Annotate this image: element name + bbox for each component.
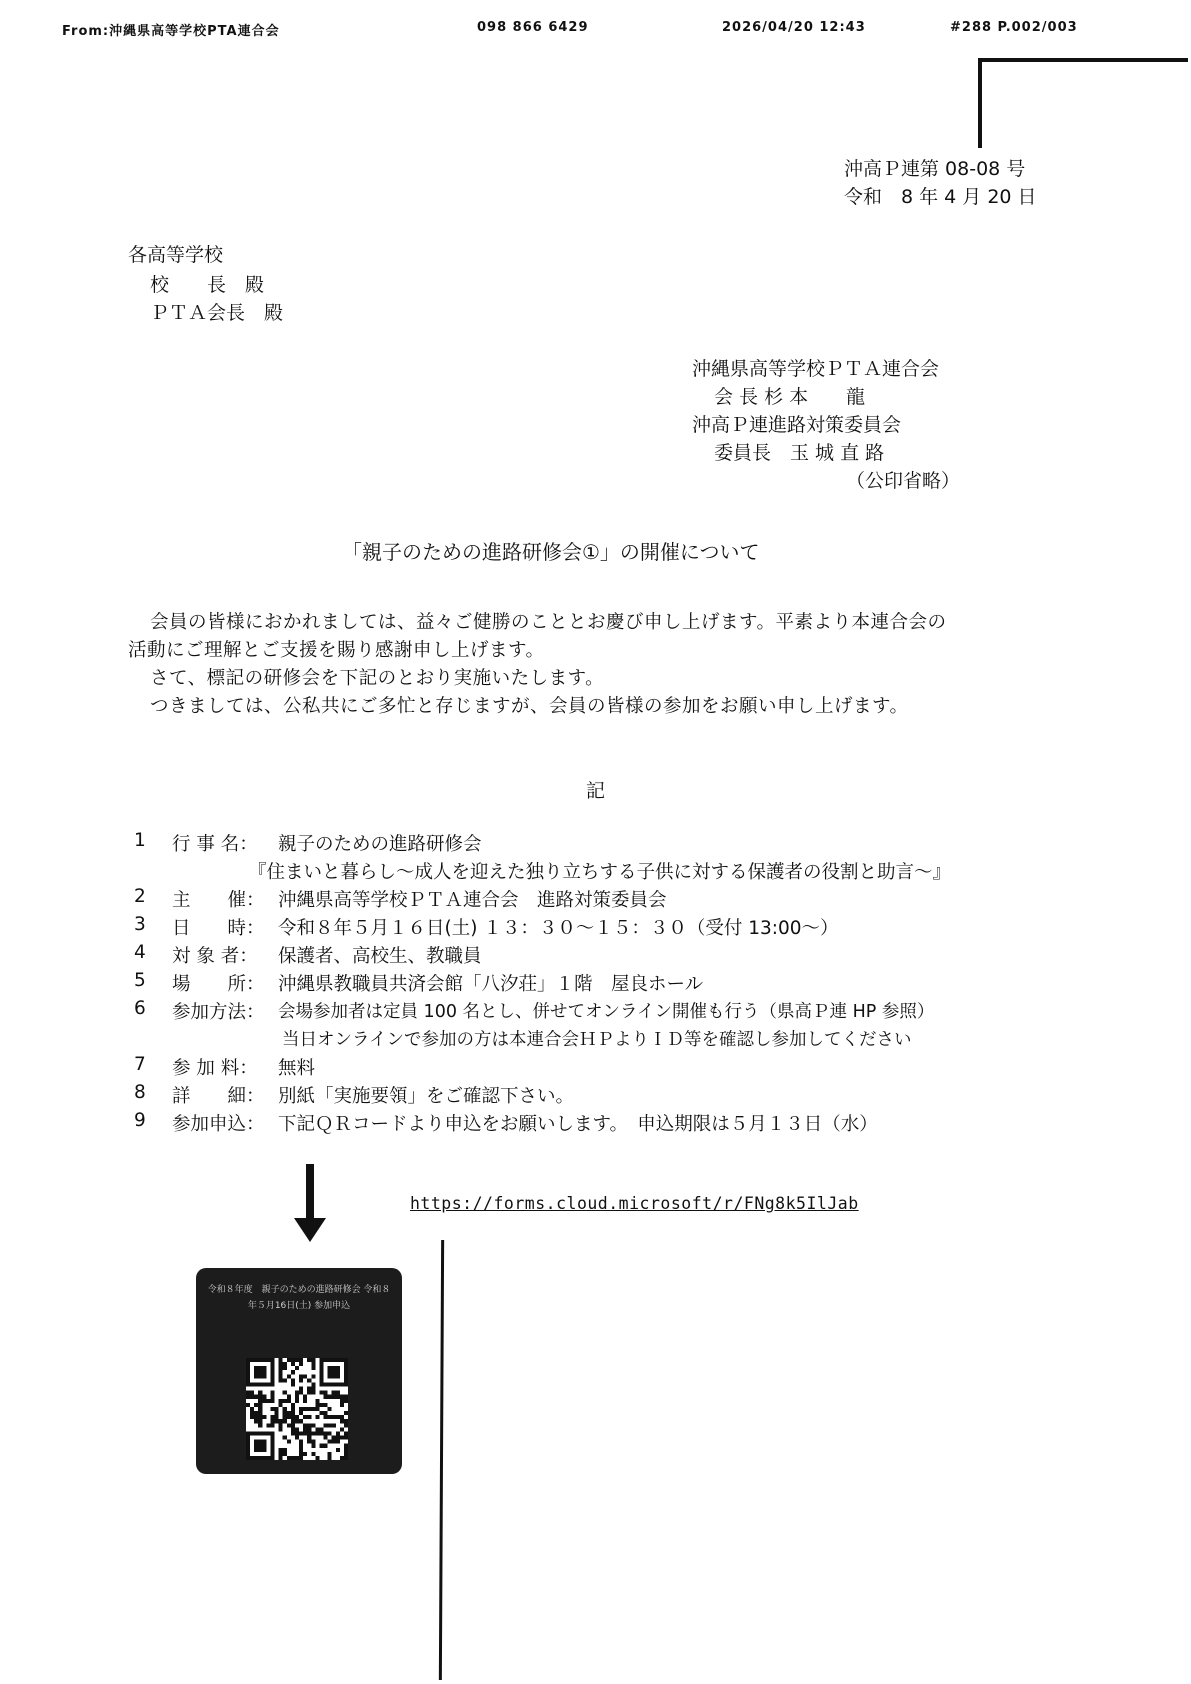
document-number: 沖高Ｐ連第 08-08 号 [844,158,1026,180]
application-form-link[interactable]: https://forms.cloud.microsoft/r/FNg8k5IlJab [410,1194,859,1213]
item-row-2 [0,886,1191,914]
corner-mark-horizontal [978,58,1188,62]
item-row-1-sub [0,858,1191,886]
item-value: 会場参加者は定員 100 名とし、併せてオンライン開催も行う（県高Ｐ連 HP 参照） [278,1002,935,1022]
item-number: 4 [134,942,146,963]
qr-code-icon[interactable] [246,1358,348,1460]
item-row-8 [0,1082,1191,1110]
item-row-1 [0,830,1191,858]
item-number: 3 [134,914,146,935]
sender-president: 会 長 杉 本 龍 [714,386,866,408]
fax-datetime: 2026/04/20 12:43 [722,20,866,35]
item-value: 沖縄県高等学校ＰＴＡ連合会 進路対策委員会 [278,890,667,911]
sender-chairperson: 委員長 玉 城 直 路 [714,442,885,464]
document-date: 令和 8 年 4 月 20 日 [844,186,1037,208]
item-label: 参加申込： [172,1114,265,1135]
item-label: 参加方法： [172,1002,265,1023]
item-subtitle: 当日オンラインで参加の方は本連合会ＨＰよりＩＤ等を確認し参加してください [282,1030,912,1050]
recipient-pta-president: ＰＴＡ会長 殿 [150,302,284,324]
corner-mark-vertical [978,58,982,148]
qr-code-card [196,1268,402,1474]
item-label: 詳 細： [172,1086,265,1107]
item-row-6 [0,998,1191,1026]
body-paragraph-2: さて、標記の研修会を下記のとおり実施いたします。 [150,668,605,689]
item-row-4 [0,942,1191,970]
item-value: 下記ＱＲコードより申込をお願いします。 申込期限は５月１３日（水） [278,1114,878,1135]
qr-code-frame[interactable] [246,1358,348,1460]
item-label: 主 催： [172,890,265,911]
margin-line [439,1240,444,1680]
fax-page-info: #288 P.002/003 [950,20,1078,35]
item-number: 6 [134,998,146,1019]
item-number: 5 [134,970,146,991]
item-row-5 [0,970,1191,998]
body-paragraph-1-line-1: 会員の皆様におかれましては、益々ご健勝のこととお慶び申し上げます。平素より本連合会の [150,612,947,633]
item-number: 9 [134,1110,146,1131]
item-value: 令和８年５月１６日(土) １３：３０～１５：３０（受付 13:00～） [278,918,839,939]
fax-from: From:沖縄県高等学校PTA連合会 [62,24,280,39]
down-arrow-icon [290,1164,330,1244]
item-number: 1 [134,830,146,851]
item-value: 沖縄県教職員共済会館「八汐荘」１階 屋良ホール [278,974,704,995]
item-label: 日 時： [172,918,265,939]
item-value: 親子のための進路研修会 [278,834,482,855]
sender-organization: 沖縄県高等学校ＰＴＡ連合会 [692,358,940,380]
recipient-principal: 校 長 殿 [150,274,265,296]
item-value: 別紙「実施要領」をご確認下さい。 [278,1086,575,1107]
sender-committee: 沖高Ｐ連進路対策委員会 [692,414,902,436]
body-paragraph-3: つきましては、公私共にご多忙と存じますが、会員の皆様の参加をお願い申し上げます。 [150,696,909,717]
item-value: 保護者、高校生、教職員 [278,946,482,967]
recipient-schools: 各高等学校 [128,244,224,266]
item-row-3 [0,914,1191,942]
item-value: 無料 [278,1058,316,1079]
item-label: 行 事 名： [172,834,258,855]
document-title: 「親子のための進路研修会①」の開催について [342,540,760,564]
item-row-6-sub [0,1026,1191,1054]
item-label: 場 所： [172,974,265,995]
item-number: 2 [134,886,146,907]
item-number: 8 [134,1082,146,1103]
ki-marker: 記 [586,780,606,802]
qr-caption: 令和８年度 親子のための進路研修会 令和８年５月16日(土) 参加申込 [207,1285,391,1311]
seal-omitted-note: （公印省略） [846,470,961,492]
item-label: 対 象 者： [172,946,258,967]
item-row-7 [0,1054,1191,1082]
item-subtitle: 『住まいと暮らし～成人を迎えた独り立ちする子供に対する保護者の役割と助言～』 [248,862,952,883]
item-row-9 [0,1110,1191,1138]
body-paragraph-1-line-2: 活動にご理解とご支援を賜り感謝申し上げます。 [128,640,545,661]
fax-phone: 098 866 6429 [477,20,589,35]
item-label: 参 加 料： [172,1058,258,1079]
item-number: 7 [134,1054,146,1075]
